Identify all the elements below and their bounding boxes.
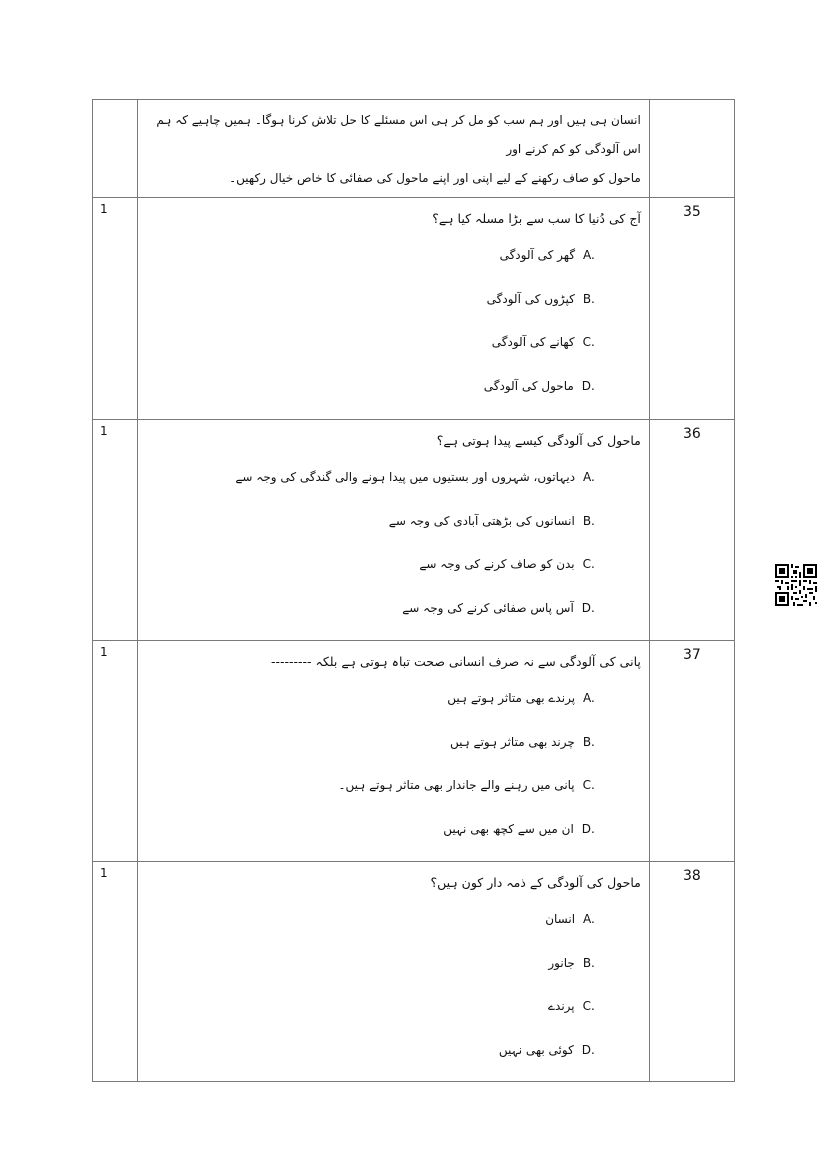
question-cell	[138, 198, 650, 420]
option-a[interactable]	[146, 456, 641, 500]
question-row	[93, 420, 735, 641]
passage-line: ماحول کو صاف رکھنے کے لیے اپنی اور اپنے ماحول کی صفائی کا خاص خیال رکھیں۔	[229, 171, 641, 185]
question-number-cell	[649, 100, 734, 198]
marks-cell	[93, 420, 138, 641]
marks-value: 1	[100, 424, 108, 438]
marks-value: 1	[100, 202, 108, 216]
question-row	[93, 862, 735, 1082]
option-a[interactable]	[146, 898, 641, 942]
question-number: 36	[683, 426, 701, 442]
option-text: ان میں سے کچھ بھی نہیں	[443, 821, 574, 836]
option-d[interactable]	[146, 365, 641, 409]
question-number-cell	[649, 420, 734, 641]
option-label: A.	[583, 248, 595, 262]
option-label: A.	[583, 912, 595, 926]
option-text: بدن کو صاف کرنے کی وجہ سے	[419, 557, 575, 571]
option-label: D.	[581, 821, 595, 836]
question-row	[93, 198, 735, 420]
option-label: C.	[582, 557, 595, 571]
option-b[interactable]	[146, 942, 641, 986]
option-label: D.	[581, 1042, 595, 1057]
option-label: B.	[582, 513, 595, 528]
option-label: B.	[582, 734, 595, 749]
question-number: 37	[683, 647, 701, 663]
option-label: D.	[581, 378, 595, 393]
passage-text	[138, 100, 649, 197]
option-text: پرندے	[548, 999, 575, 1013]
option-text: آس پاس صفائی کرنے کی وجہ سے	[402, 600, 574, 615]
option-text: کپڑوں کی آلودگی	[486, 291, 575, 306]
option-b[interactable]	[146, 278, 641, 322]
marks-cell	[93, 198, 138, 420]
option-c[interactable]	[146, 543, 641, 587]
option-text: پانی میں رہنے والے جاندار بھی متاثر ہوتے ہیں۔	[338, 778, 575, 792]
option-label: A.	[583, 691, 595, 705]
option-text: انسان	[545, 912, 576, 926]
question-number-cell	[649, 641, 734, 862]
passage-cell	[138, 100, 650, 198]
option-b[interactable]	[146, 500, 641, 544]
option-text: دیہاتوں، شہروں اور بستیوں میں پیدا ہونے والی گندگی کی وجہ سے	[235, 470, 576, 484]
option-text: ماحول کی آلودگی	[483, 378, 574, 393]
passage-line: انسان ہی ہیں اور ہم سب کو مل کر ہی اس مسئلے کا حل تلاش کرنا ہوگا۔ ہمیں چاہیے کہ ہم اس آلودگی کو کم کرنے اور	[156, 113, 641, 156]
option-text: پرندے بھی متاثر ہوتے ہیں	[447, 691, 576, 705]
marks-cell	[93, 862, 138, 1082]
question-text: ماحول کی آلودگی کے ذمہ دار کون ہیں؟	[430, 875, 641, 890]
question-number: 35	[683, 204, 701, 220]
question-text: ماحول کی آلودگی کیسے پیدا ہوتی ہے؟	[436, 433, 641, 448]
question-text: آج کی دُنیا کا سب سے بڑا مسلہ کیا ہے؟	[432, 211, 641, 226]
option-d[interactable]	[146, 587, 641, 631]
option-c[interactable]	[146, 764, 641, 808]
question-cell	[138, 862, 650, 1082]
marks-value: 1	[100, 645, 108, 659]
option-text: کھانے کی آلودگی	[491, 335, 575, 349]
question-table	[92, 99, 735, 1082]
option-text: گھر کی آلودگی	[499, 248, 576, 262]
option-a[interactable]	[146, 234, 641, 278]
question-number-cell	[649, 862, 734, 1082]
option-c[interactable]	[146, 985, 641, 1029]
option-d[interactable]	[146, 1029, 641, 1073]
qr-code-icon	[775, 564, 817, 606]
option-text: انسانوں کی بڑھتی آبادی کی وجہ سے	[388, 513, 575, 528]
option-label: C.	[582, 999, 595, 1013]
option-label: C.	[582, 778, 595, 792]
option-a[interactable]	[146, 677, 641, 721]
option-text: کوئی بھی نہیں	[498, 1042, 574, 1057]
question-number: 38	[683, 868, 701, 884]
question-cell	[138, 420, 650, 641]
option-b[interactable]	[146, 721, 641, 765]
option-label: B.	[582, 955, 595, 970]
question-row	[93, 641, 735, 862]
option-text: جانور	[548, 955, 575, 970]
question-text: پانی کی آلودگی سے نہ صرف انسانی صحت تباہ ہوتی ہے بلکہ ---------	[270, 654, 641, 669]
option-label: D.	[581, 600, 595, 615]
question-number-cell	[649, 198, 734, 420]
option-label: B.	[582, 291, 595, 306]
option-text: چرند بھی متاثر ہوتے ہیں	[449, 734, 575, 749]
option-c[interactable]	[146, 321, 641, 365]
marks-value: 1	[100, 866, 108, 880]
marks-cell	[93, 100, 138, 198]
option-label: C.	[582, 335, 595, 349]
option-d[interactable]	[146, 808, 641, 852]
passage-row	[93, 100, 735, 198]
question-cell	[138, 641, 650, 862]
marks-cell	[93, 641, 138, 862]
option-label: A.	[583, 470, 595, 484]
